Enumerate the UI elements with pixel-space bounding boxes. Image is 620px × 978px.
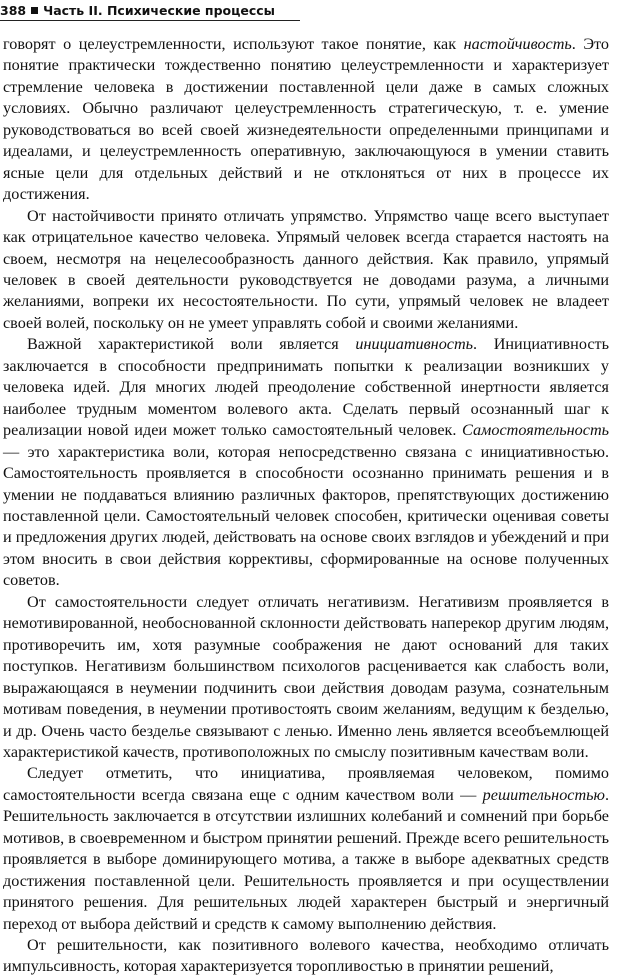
body-text — [3, 34, 609, 978]
text-run: говорят о целеустремленности, используют такое понятие, как — [3, 35, 464, 53]
text-run: . Решительность заключается в отсутствии излишних колебаний и сомнений при борьбе мотивов, в своевременном и быстром принятии решений. Прежде всего решительность проявляется в выборе доминирующего мотива, а также в выборе адекватных средств достижения поставленной цели. Решительность проявляется и при осуществлении принятого решения. Для решительных людей характерен быстрый и энергичный переход от выбора действий и средств к самому выполнению действия. — [3, 785, 609, 933]
emphasized-term: Самостоятельность — [462, 421, 609, 440]
paragraph — [3, 763, 609, 935]
text-run: От решительности, как позитивного волевого качества, необходимо отличать импульсивность, которая характеризуется торопливостью в принятии решений, — [3, 936, 609, 976]
text-run: От настойчивости принято отличать упрямство. Упрямство чаще всего выступает как отрицательное качество человека. Упрямый человек всегда старается настоять на своем, несмотря на нецелесообразность данного действия. Как правило, упрямый человек в своей деятельности руководствуется не доводами разума, а личными желаниями, вопреки их несостоятельности. По сути, упрямый человек не владеет своей волей, поскольку он не умеет управлять собой и своими желаниями. — [3, 206, 609, 332]
running-head — [0, 1, 275, 19]
header-rule — [0, 20, 300, 21]
paragraph — [3, 334, 609, 591]
emphasized-term: инициативность — [355, 335, 474, 354]
section-title: Часть II. Психические процессы — [43, 2, 275, 18]
text-run: От самостоятельности следует отличать негативизм. Негативизм проявляется в немотивированной, необоснованной склонности действовать наперекор другим людям, противоречить им, хотя разумные соображения не дают оснований для таких поступков. Негативизм большинством психологов расценивается как слабость воли, выражающаяся в неумении подчинить свои действия доводам разума, сознательным мотивам поведения, в неумении противостоять своим желаниям, ведущим к безделью, и др. Очень часто безделье связывают с ленью. Именно лень является всеобъемлющей характеристикой качеств, противоположных по смыслу позитивным качествам воли. — [3, 592, 609, 761]
square-bullet-icon — [31, 7, 38, 14]
text-run: Важной характеристикой воли является — [27, 335, 356, 354]
text-run: . Это понятие практически тождественно понятию целеустремленности и характеризует стремление человека в достижении поставленной цели даже в самых сложных условиях. Обычно различают целеустремленность стратегическую, т. е. умение руководствоваться во всей своей жизнедеятельности определенными принципами и идеалами, и целеустремленность оперативную, заключающуюся в умении ставить ясные цели для отдельных действий и не отклоняться от них в процессе их достижения. — [3, 35, 609, 204]
paragraph — [3, 935, 609, 978]
text-run: Следует отметить, что инициатива, проявляемая человеком, помимо самостоятельности всегда связана еще с одним качеством воли — — [3, 764, 609, 804]
paragraph — [3, 592, 609, 764]
text-run: . Инициативность заключается в способности предпринимать попытки к реализации возникших у человека идей. Для многих людей преодоление собственной инертности является наиболее трудным моментом волевого акта. Сделать первый осознанный шаг к реализации новой идеи может только самостоятельный человек. — [3, 335, 609, 440]
text-run: — это характеристика воли, которая непосредственно связана с инициативностью. Самостоятельность проявляется в способности осознанно принимать решения и в умении не поддаваться влиянию различных факторов, препятствующих достижению поставленной цели. Самостоятельный человек способен, критически оценивая советы и предложения других людей, действовать на основе своих взглядов и убеждений и при этом вносить в свои действия коррективы, сформированные на основе полученных советов. — [3, 442, 609, 590]
paragraph — [3, 34, 609, 206]
emphasized-term: настойчивость — [463, 35, 572, 53]
page-number: 388 — [0, 2, 27, 18]
emphasized-term: решительностью — [482, 785, 605, 804]
paragraph — [3, 206, 609, 335]
